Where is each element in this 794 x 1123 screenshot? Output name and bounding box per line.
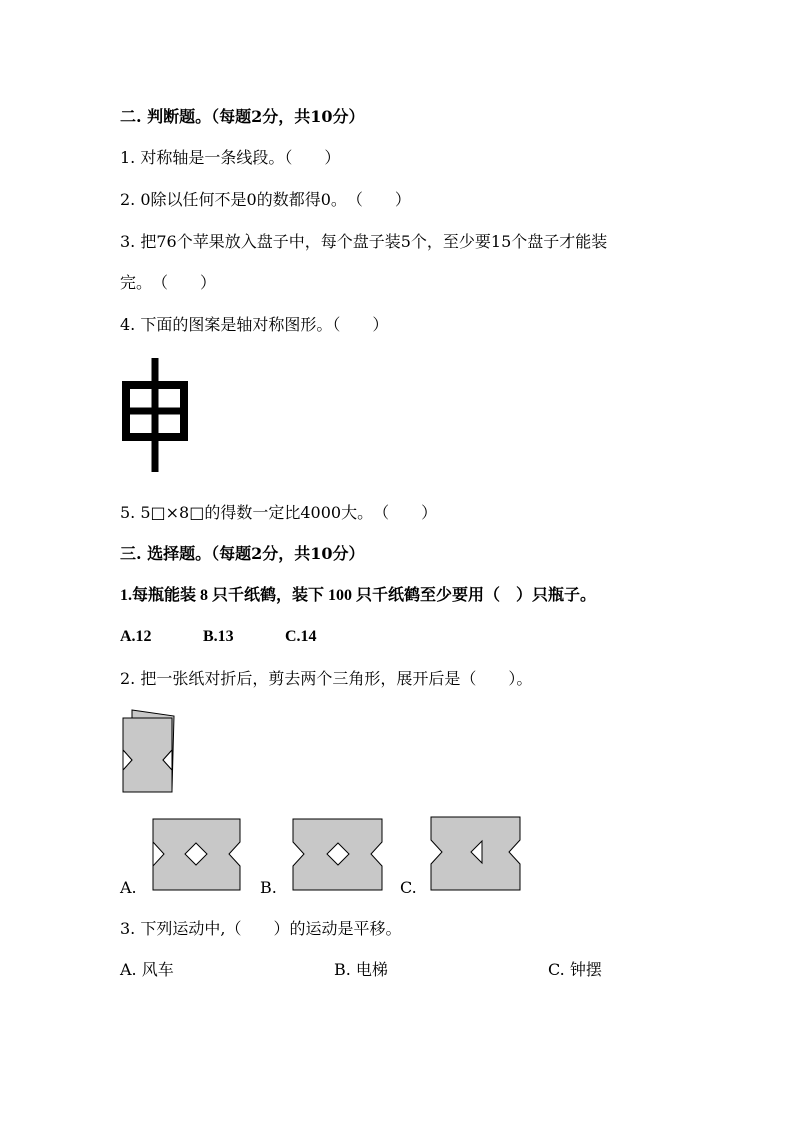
section2-title: 二. 判断题。（每题2分，共10分） <box>120 107 365 126</box>
question-3-3: 3. 下列运动中,（ ）的运动是平移。 <box>120 919 402 938</box>
question-2-4: 4. 下面的图案是轴对称图形。（ ） <box>120 315 389 334</box>
option-3-3-c: C. 钟摆 <box>548 960 602 979</box>
question-2-3-line2: 完。 （ ） <box>120 273 217 292</box>
option-3-1-b: B.13 <box>203 628 234 645</box>
option-3-3-a: A. 风车 <box>120 960 174 979</box>
question-2-2: 2. 0除以任何不是0的数都得0。 （ ） <box>120 190 411 209</box>
folded-paper-figure <box>122 710 176 794</box>
question-3-1: 1.每瓶能装 8 只千纸鹤，装下 100 只千纸鹤至少要用（ ）只瓶子。 <box>120 587 597 604</box>
option-3-2-b-label: B. <box>260 878 277 897</box>
option-3-2-c-label: C. <box>400 878 417 897</box>
question-3-2: 2. 把一张纸对折后，剪去两个三角形，展开后是（ ）。 <box>120 669 533 688</box>
zhong-character-figure <box>120 358 190 474</box>
option-3-1-c: C.14 <box>285 628 317 645</box>
folded-front-sheet <box>123 718 172 792</box>
question-2-3-line1: 3. 把76个苹果放入盘子中，每个盘子装5个，至少要15个盘子才能装 <box>120 232 608 251</box>
option-3-1-a: A.12 <box>120 628 152 645</box>
unfolded-option-b <box>292 818 384 892</box>
unfolded-option-c <box>430 816 522 892</box>
question-2-1: 1. 对称轴是一条线段。（ ） <box>120 148 341 167</box>
section3-title: 三. 选择题。（每题2分，共10分） <box>120 544 365 563</box>
question-2-5: 5. 5□×8□的得数一定比4000大。 （ ） <box>120 503 438 522</box>
unfolded-option-a <box>152 818 242 892</box>
option-3-3-b: B. 电梯 <box>334 960 388 979</box>
option-3-2-a-label: A. <box>120 878 137 897</box>
